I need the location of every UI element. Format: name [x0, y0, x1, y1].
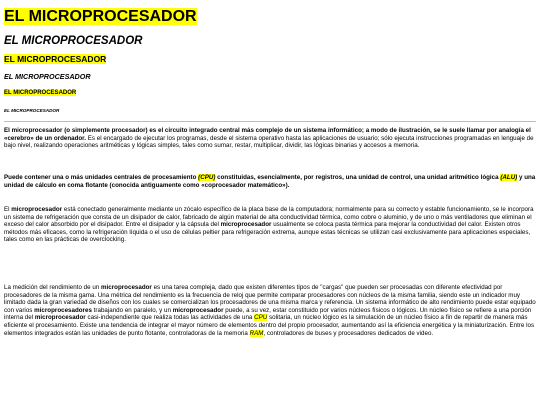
heading-level-2: EL MICROPROCESADOR [4, 35, 143, 47]
paragraph-intro [4, 127, 536, 150]
keyword-microprocesador: microprocesador [172, 306, 224, 314]
heading-level-6: EL MICROPROCESADOR [4, 108, 60, 113]
keyword-microprocesadores: microprocesadores [34, 306, 92, 314]
heading-level-1: EL MICROPROCESADOR [4, 8, 197, 25]
heading-level-3: EL MICROPROCESADOR [4, 54, 107, 64]
heading-level-4: EL MICROPROCESADOR [4, 72, 91, 81]
keyword-microprocesador: microprocesador [220, 221, 272, 229]
horizontal-rule [4, 121, 536, 122]
alu-highlight: (ALU) [500, 174, 518, 181]
intro-bold-text: El microprocesador (o simplemente procesador) es el circuito integrado central más complejo de un sistema informático; a modo de ilustración, se le suele llamar por analogía el «cerebro» de un ordenador. [4, 127, 531, 142]
heading-level-5: EL MICROPROCESADOR [4, 90, 77, 96]
ram-highlight: RAM [249, 329, 264, 337]
cpu-highlight: CPU [254, 314, 268, 322]
paragraph-performance: La medición del rendimiento de un microprocesador es una tarea compleja, dado que existen diferentes tipos de "cargas" que pueden ser procesadas con diferente efectividad por procesadores de la misma gama. Una métrica del rendimiento es la frecuencia de reloj que permite comparar procesadores con núcleos de la misma familia, siendo este un indicador muy limitado dada la gran variedad de diseños con los cuales se comercializan los procesadores de una misma marca y referencia. Un sistema informático de alto rendimiento puede estar equipado con varios microprocesadores trabajando en paralelo, y un microprocesador puede, a su vez, estar constituido por varios núcleos físicos o lógicos. Un núcleo físico se refiere a una porción interna del microprocesador casi-independiente que realiza todas las actividades de una CPU solitaria, un núcleo lógico es la simulación de un núcleo físico a fin de repartir de manera más eficiente el procesamiento. Existe una tendencia de integrar el mayor número de elementos dentro del propio procesador, aumentando así la eficiencia energética y la miniaturización. Entre los elementos integrados están las unidades de punto flotante, controladoras de la memoria RAM, controladores de buses y procesadores dedicados de video. [4, 284, 536, 337]
keyword-microprocesador: microprocesador [11, 206, 63, 213]
intro-rest-text: Es el encargado de ejecutar los programas, desde el sistema operativo hasta las aplicaciones de usuario; sólo ejecuta instrucciones programadas en lenguaje de bajo nivel, realizando operaciones aritméticas y lógicas simples, tales como sumar, restar, multiplicar, dividir, las lógicas binarias y accesos a memoria. [4, 134, 534, 150]
cpu-highlight: (CPU) [198, 174, 216, 181]
keyword-microprocesador: microprocesador [34, 314, 86, 322]
paragraph-units: Puede contener una o más unidades centrales de procesamiento (CPU) constituidas, esencialmente, por registros, una unidad de control, una unidad aritmético lógica (ALU) y una unidad de cálculo en coma flotante (conocida antiguamente como «coprocesador matemático»). [4, 174, 536, 189]
paragraph-cooling: El microprocesador está conectado generalmente mediante un zócalo específico de la placa base de la computadora; normalmente para su correcto y estable funcionamiento, se le incorpora un sistema de refrigeración que consta de un disipador de calor, fabricado de algún material de alta conductividad térmica, como cobre o aluminio, y de uno o más ventiladores que eliminan el exceso del calor absorbido por el disipador. Entre el disipador y la cápsula del microprocesador usualmente se coloca pasta térmica para mejorar la conductividad del calor. Existen otros métodos más eficaces, como la refrigeración líquida o el uso de células peltier para refrigeración extrema, aunque estas técnicas se utilizan casi exclusivamente para aplicaciones especiales, tales como en las prácticas de overclocking. [4, 206, 534, 244]
keyword-microprocesador: microprocesador [101, 284, 152, 291]
